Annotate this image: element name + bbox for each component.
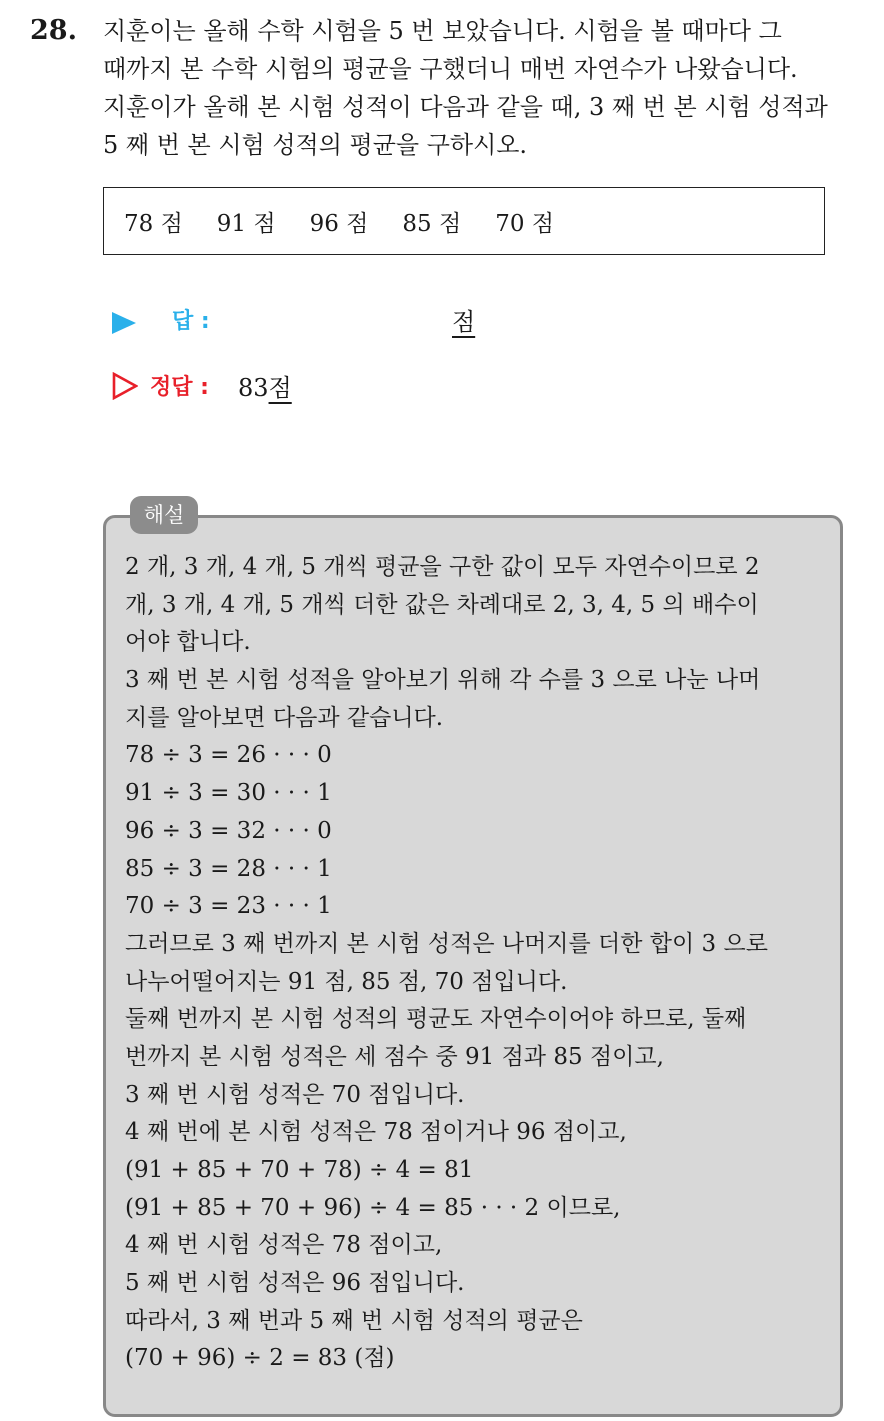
score-item: 91 점 <box>216 210 276 237</box>
answer-label: 답 : <box>172 309 210 334</box>
explanation-line: 78 ÷ 3 = 26 · · · 0 <box>125 742 332 769</box>
explanation-line: (70 + 96) ÷ 2 = 83 (점) <box>125 1345 395 1372</box>
explanation-text <box>125 549 835 1378</box>
explanation-line: 번까지 본 시험 성적은 세 점수 중 91 점과 85 점이고, <box>125 1043 664 1070</box>
question-line: 지훈이는 올해 수학 시험을 5 번 보았습니다. 시험을 볼 때마다 그 <box>103 17 782 45</box>
explanation-line: 2 개, 3 개, 4 개, 5 개씩 평균을 구한 값이 모두 자연수이므로 2 <box>125 554 760 580</box>
question-text <box>103 12 873 164</box>
explanation-line: 따라서, 3 째 번과 5 째 번 시험 성적의 평균은 <box>125 1307 583 1334</box>
question-number: 28. <box>30 15 77 46</box>
outline-triangle-icon <box>112 372 138 400</box>
explanation-line: 4 째 번 시험 성적은 78 점이고, <box>125 1232 443 1259</box>
question-line: 5 째 번 본 시험 성적의 평균을 구하시오. <box>103 131 528 159</box>
explanation-line: 91 ÷ 3 = 30 · · · 1 <box>125 780 332 807</box>
answer-row <box>112 302 612 342</box>
correct-answer-label: 정답 : <box>150 375 209 400</box>
explanation-line: 둘째 번까지 본 시험 성적의 평균도 자연수이어야 하므로, 둘째 <box>125 1006 747 1033</box>
answer-input-unit[interactable]: 점 <box>452 308 476 336</box>
explanation-line: (91 + 85 + 70 + 78) ÷ 4 = 81 <box>125 1157 474 1183</box>
explanation-line: 나누어떨어지는 91 점, 85 점, 70 점입니다. <box>125 968 568 995</box>
explanation-line: 그러므로 3 째 번까지 본 시험 성적은 나머지를 더한 합이 3 으로 <box>125 930 768 957</box>
explanation-line: (91 + 85 + 70 + 96) ÷ 4 = 85 · · · 2 이므로, <box>125 1194 621 1221</box>
explanation-line: 개, 3 개, 4 개, 5 개씩 더한 값은 차례대로 2, 3, 4, 5 의 배수이 <box>125 591 759 618</box>
score-item: 78 점 <box>124 210 183 237</box>
play-triangle-icon <box>112 312 136 334</box>
question-line: 때까지 본 수학 시험의 평균을 구했더니 매번 자연수가 나왔습니다. <box>103 55 798 83</box>
correct-answer-row <box>112 368 612 408</box>
explanation-line: 85 ÷ 3 = 28 · · · 1 <box>125 855 332 882</box>
score-item: 70 점 <box>495 210 554 237</box>
explanation-line: 4 째 번에 본 시험 성적은 78 점이거나 96 점이고, <box>125 1119 627 1146</box>
explanation-line: 3 째 번 본 시험 성적을 알아보기 위해 각 수를 3 으로 나눈 나머 <box>125 667 761 694</box>
explanation-line: 지를 알아보면 다음과 같습니다. <box>125 704 444 731</box>
correct-answer-value <box>238 368 292 403</box>
score-box <box>103 187 825 255</box>
explanation-line: 어야 합니다. <box>125 629 251 656</box>
score-item: 96 점 <box>309 210 369 237</box>
score-item: 85 점 <box>402 210 462 237</box>
question-line: 지훈이가 올해 본 시험 성적이 다음과 같을 때, 3 째 번 본 시험 성적과 <box>103 93 828 121</box>
explanation-tab: 해설 <box>130 496 198 534</box>
explanation-line: 3 째 번 시험 성적은 70 점입니다. <box>125 1081 465 1108</box>
explanation-line: 70 ÷ 3 = 23 · · · 1 <box>125 893 332 920</box>
correct-answer-unit: 점 <box>268 374 292 402</box>
correct-answer-number: 83 <box>238 374 269 402</box>
explanation-line: 5 째 번 시험 성적은 96 점입니다. <box>125 1270 465 1297</box>
explanation-line: 96 ÷ 3 = 32 · · · 0 <box>125 817 332 844</box>
